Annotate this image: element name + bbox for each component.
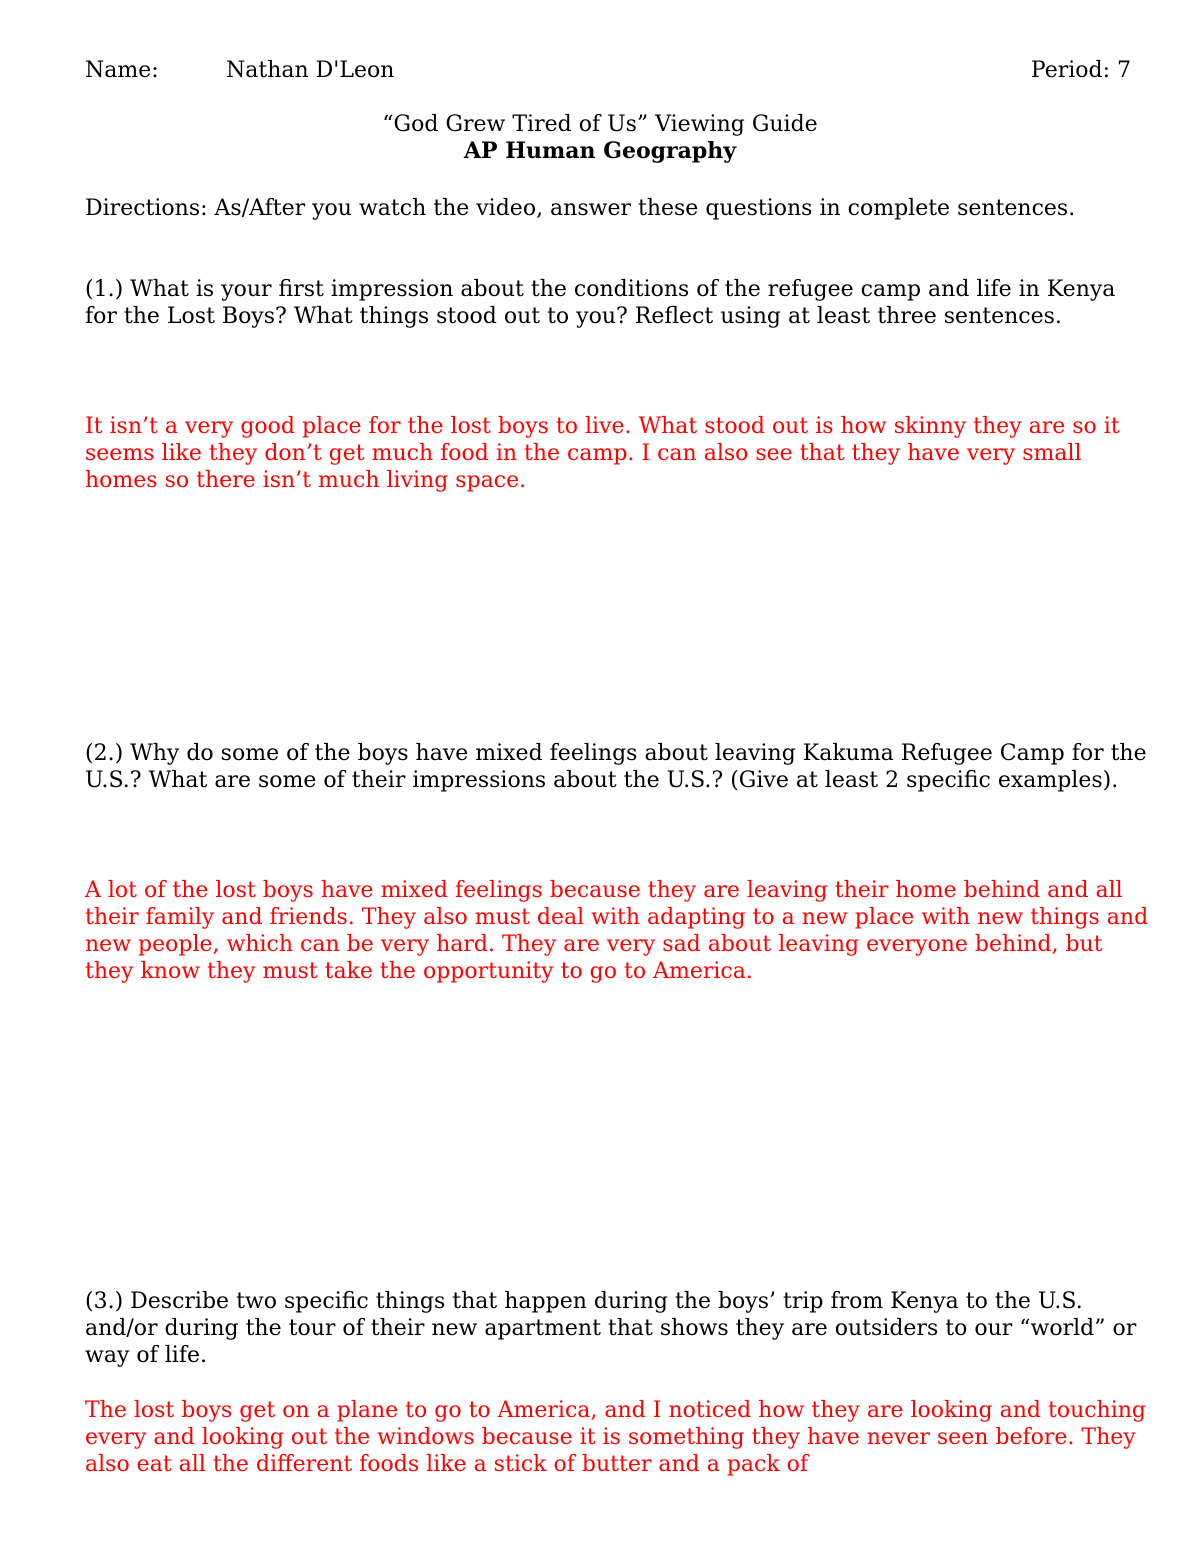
period-label: Period: 7 — [1030, 58, 1131, 83]
document-title: “God Grew Tired of Us” Viewing Guide — [382, 112, 818, 137]
name-value: Nathan D'Leon — [226, 58, 395, 83]
name-label: Name: — [85, 58, 159, 83]
header-line — [85, 57, 1131, 84]
document-subtitle: AP Human Geography — [463, 138, 737, 164]
answer-3: The lost boys get on a plane to go to America, and I noticed how they are looking and touching every and looking out the windows because it is something they have never seen before. They also eat all the different foods like a stick of butter and a pack of — [85, 1398, 1147, 1477]
answer-2: A lot of the lost boys have mixed feelings because they are leaving their home behind and all their family and friends. They also must deal with adapting to a new place with new things and new people, which can be very hard. They are very sad about leaving everyone behind, but they know they must take the opportunity to go to America. — [85, 878, 1149, 984]
directions-text: Directions: As/After you watch the video, answer these questions in complete sentences. — [85, 196, 1076, 221]
question-3: (3.) Describe two specific things that happen during the boys’ trip from Kenya to the U.S. and/or during the tour of their new apartment that shows they are outsiders to our “world” or way of life. — [85, 1289, 1137, 1368]
question-1: (1.) What is your first impression about the conditions of the refugee camp and life in Kenya for the Lost Boys? What things stood out to you? Reflect using at least three sentences. — [85, 277, 1116, 329]
answer-1: It isn’t a very good place for the lost boys to live. What stood out is how skinny they are so it seems like they don’t get much food in the camp. I can also see that they have very small homes so there isn’t much living space. — [85, 414, 1120, 493]
question-2: (2.) Why do some of the boys have mixed feelings about leaving Kakuma Refugee Camp for the U.S.? What are some of their impressions about the U.S.? (Give at least 2 specific examples). — [85, 741, 1147, 793]
